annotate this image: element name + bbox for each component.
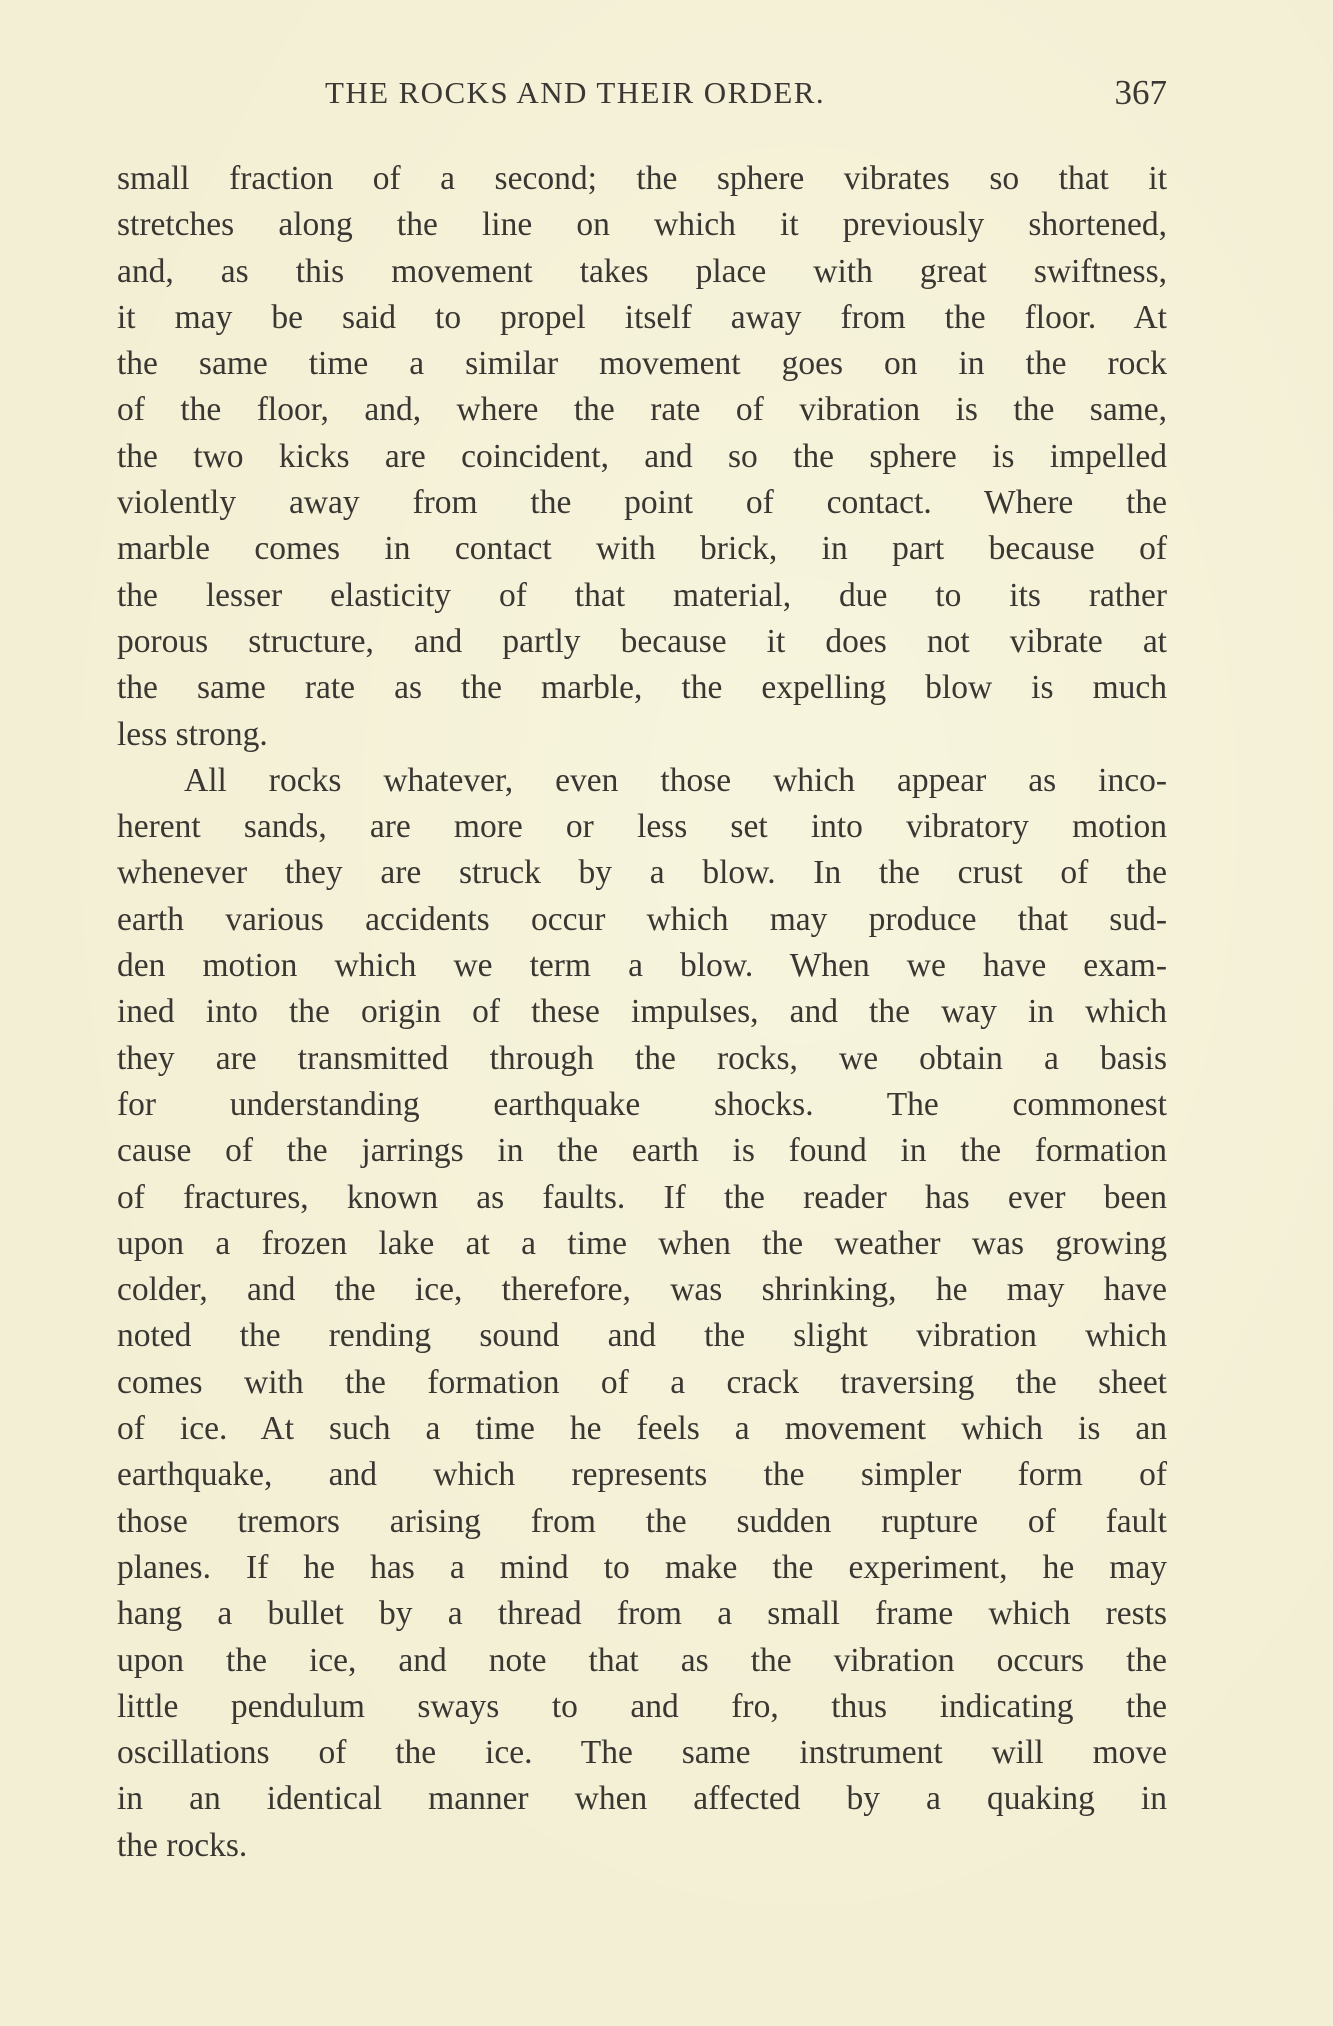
text-line: den motion which we term a blow. When we have exam- [117, 947, 1167, 985]
text-line: porous structure, and partly because it does not vibrate at [117, 622, 1167, 660]
text-line: the same rate as the marble, the expelling blow is much [117, 669, 1167, 707]
text-line: ined into the origin of these impulses, and the way in which [117, 993, 1167, 1031]
text-line: the same time a similar movement goes on in the rock [117, 345, 1167, 383]
text-line: comes with the formation of a crack traversing the sheet [117, 1363, 1167, 1401]
text-line: less strong. [117, 715, 268, 753]
text-line: cause of the jarrings in the earth is found in the formation [117, 1132, 1167, 1170]
paragraph-2 [117, 758, 1167, 1869]
text-line: earthquake, and which represents the simpler form of [117, 1456, 1167, 1494]
text-line: marble comes in contact with brick, in part because of [117, 530, 1167, 568]
text-line: the lesser elasticity of that material, due to its rather [117, 576, 1167, 614]
running-header [117, 68, 1167, 118]
text-line: planes. If he has a mind to make the experiment, he may [117, 1548, 1167, 1586]
text-line: earth various accidents occur which may produce that sud- [117, 900, 1167, 938]
text-line: All rocks whatever, even those which appear as inco- [184, 761, 1167, 799]
text-line: the rocks. [117, 1826, 248, 1864]
text-line: of ice. At such a time he feels a movement which is an [117, 1410, 1167, 1448]
text-line: of the floor, and, where the rate of vibration is the same, [117, 391, 1167, 429]
text-line: it may be said to propel itself away from the floor. At [117, 298, 1167, 336]
text-line: violently away from the point of contact. Where the [117, 484, 1167, 522]
text-line: small fraction of a second; the sphere vibrates so that it [117, 160, 1167, 197]
text-line: those tremors arising from the sudden rupture of fault [117, 1502, 1167, 1540]
text-line: stretches along the line on which it previously shortened, [117, 206, 1167, 244]
body-text [117, 156, 1167, 1869]
text-line: little pendulum sways to and fro, thus indicating the [117, 1687, 1167, 1725]
paragraph-1 [117, 156, 1167, 758]
running-title: THE ROCKS AND THEIR ORDER. [325, 75, 825, 110]
text-line: herent sands, are more or less set into vibratory motion [117, 808, 1167, 846]
page-number: 367 [1114, 73, 1167, 112]
text-line: upon the ice, and note that as the vibration occurs the [117, 1641, 1167, 1679]
text-line: and, as this movement takes place with great swiftness, [117, 252, 1167, 290]
text-line: for understanding earthquake shocks. The commonest [117, 1085, 1167, 1123]
text-line: colder, and the ice, therefore, was shrinking, he may have [117, 1271, 1167, 1309]
text-line: upon a frozen lake at a time when the weather was growing [117, 1224, 1167, 1262]
text-line: they are transmitted through the rocks, we obtain a basis [117, 1039, 1167, 1077]
text-line: in an identical manner when affected by a quaking in [117, 1780, 1167, 1818]
text-line: noted the rending sound and the slight vibration which [117, 1317, 1167, 1355]
text-line: of fractures, known as faults. If the reader has ever been [117, 1178, 1167, 1216]
text-line: the two kicks are coincident, and so the sphere is impelled [117, 437, 1167, 475]
text-line: hang a bullet by a thread from a small frame which rests [117, 1595, 1167, 1633]
text-line: oscillations of the ice. The same instrument will move [117, 1734, 1167, 1772]
text-line: whenever they are struck by a blow. In the crust of the [117, 854, 1167, 892]
